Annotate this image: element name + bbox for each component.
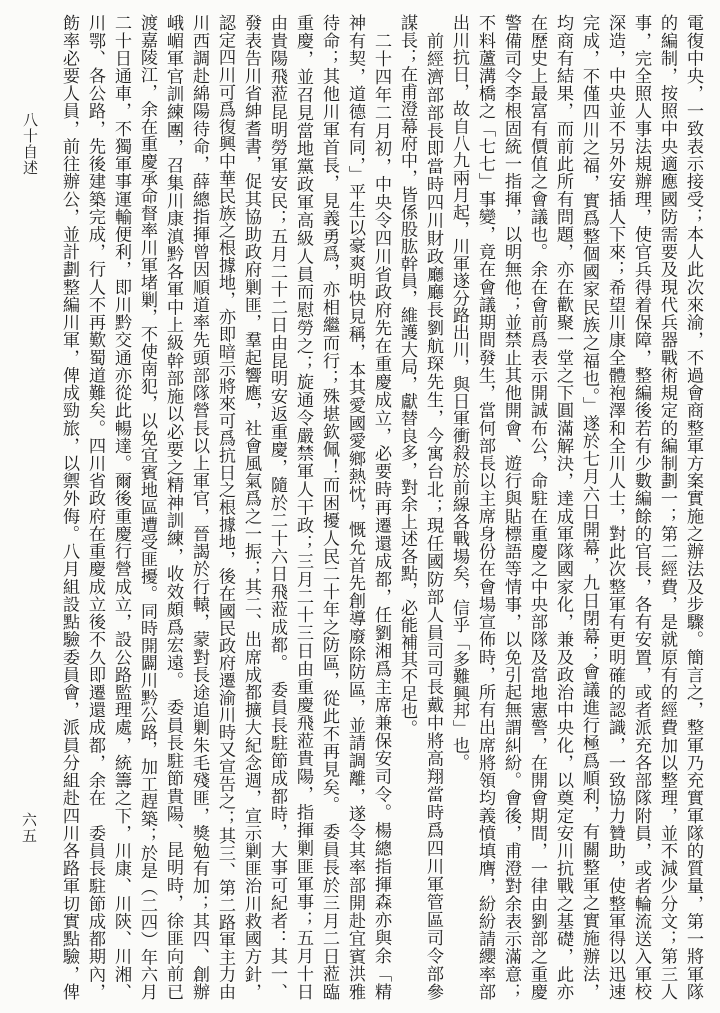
body-text bbox=[56, 14, 706, 1000]
text-column-19: 認定四川可爲復興中華民族之根據地，亦即暗示將來可爲抗日之根據地，後在國民政府遷渝川時又宣告之；其三、第二路軍主力由 bbox=[215, 14, 235, 1000]
text-column-20: 川西調赴綿陽待命，薛總指揮曾因順道率先頭部隊營長以上軍官，晉謁於行轅，蒙對長途追剿朱毛殘匪，獎勉有加；其四、創辦 bbox=[189, 14, 209, 1000]
text-column-23: 二十日通車，不獨軍事運輸便利，即川黔交通亦從此暢達。爾後重慶行營成立，設公路監理處，統籌之下，川康、川陝、川湘、 bbox=[111, 14, 131, 1000]
text-column-18: 發表告川省紳耆書，促其協助政府剿匪，羣起響應，社會風氣爲之一振；其二、出席成都擴大紀念週，宣示剿匪治川救國方針， bbox=[241, 14, 261, 1000]
page-number: 六五 bbox=[20, 812, 38, 844]
running-book-title: 八十自述 bbox=[21, 112, 39, 176]
text-column-13: 二十四年二月初，中央令四川省政府先在重慶成立，必要時再遷還成都，任劉湘爲主席兼保安司令。楊總指揮森亦與余「精 bbox=[371, 14, 391, 1000]
text-column-24: 川鄂、各公路，先後建築完成，行人不再歎蜀道難矣。四川省政府在重慶成立後不久即遷還成都，余在 委員長駐節成都期內， bbox=[85, 14, 105, 1000]
text-column-9: 不料蘆溝橋之「七七」事變，竟在會議期間發生，當何部長以主席身份在會場宣佈時，所有出席將領均義憤填膺，紛紛請纓率部 bbox=[475, 14, 495, 1000]
text-column-2: 的編制，按照中央適應國防需要及現代兵器戰術規定的編制劃一；第二經費，是就原有的經費加以整理，並不減少分文；第三人 bbox=[657, 14, 677, 1000]
text-column-7: 在歷史上最富有價值之會議也。余在會前爲表示開誠布公，命駐在重慶之中央部隊及當地憲警，在開會期間，一律由劉部之重慶 bbox=[527, 14, 547, 1000]
text-column-16: 重慶，並召見當地黨政軍高級人員而慰勞之；旋通令嚴禁軍人干政；三月二十三日由重慶飛蒞貴陽，指揮剿匪軍事；五月十日 bbox=[293, 14, 313, 1000]
text-column-22: 渡嘉陵江，余在重慶承命督率川軍堵剿，不使南犯，以免宜賓地區遭受匪擾。同時開闢川黔公路，加工趕築；於是（二四）年六月 bbox=[137, 14, 157, 1000]
text-column-5: 完成，不僅四川之福，實爲整個國家民族之福也。」遂於七月六日開幕，九日閉幕；會議進行極爲順利，有關整軍之實施辦法， bbox=[579, 14, 599, 1000]
text-column-25: 飭率必要人員，前往辦公，並計劃整編川軍，俾成勁旅，以禦外侮。八月組設點驗委員會，派員分組赴四川各路軍切實點驗，俾 bbox=[59, 14, 79, 1000]
text-column-11: 前經濟部部長即當時四川財政廳廳長劉航琛先生，今寓台北；現任國防部人員司司長戴中將高翔當時爲四川軍管區司令部參 bbox=[423, 14, 443, 1000]
text-column-21: 峨嵋軍官訓練團，召集川康滇黔各軍中上級幹部施以必要之精神訓練，收效頗爲宏遠。 委員長駐節貴陽、昆明時，徐匪向前已 bbox=[163, 14, 183, 1000]
text-column-12: 謀長；在甫澄幕府中，皆係股肱幹員，維護大局，獻替良多，對余上述各點，必能補其不足也。 bbox=[397, 14, 417, 737]
text-column-6: 均商有結果，而前此所有問題，亦在歡聚一堂之下圓滿解決，達成軍隊國家化，兼及政治中央化，以奠定安川抗戰之基礎，此亦 bbox=[553, 14, 573, 1000]
text-column-10: 出川抗日，故自八九兩月起，川軍遂分路出川，與日軍衝殺於前線各戰場矣，信乎「多難興邦」也。 bbox=[449, 14, 469, 771]
text-column-3: 事，完全照人事法規辦理，使官兵得着保障，整編後若有少數編餘的官長，各有安置，或者派充各部隊附員，或者輪流送入軍校 bbox=[631, 14, 651, 1000]
text-column-15: 待命；其他川軍首長，見義勇爲，亦相繼而行；殊堪欽佩！而困擾人民二十年之防區，從此不再見矣。 委員長於三月二日蒞臨 bbox=[319, 14, 339, 1000]
text-column-8: 警備司令李根固統一指揮，以明無他；並禁止其他開會、遊行與貼標語等情事，以免引起無謂糾紛。會後，甫澄對余表示滿意； bbox=[501, 14, 521, 1000]
text-column-4: 深造，中央並不另外安插人下來；希望川康全體袍澤和全川人士，對此次整軍有更明確的認識，一致協力贊助，使整軍得以迅速 bbox=[605, 14, 625, 1000]
text-column-1: 電復中央，一致表示接受；本人此次來渝，不過會商整軍方案實施之辦法及步驟。簡言之，整軍乃充實軍隊的質量，第一將軍隊 bbox=[683, 14, 703, 1000]
text-column-14: 神有契，道德有同，」平生以豪爽明快見稱，本其愛國愛鄉熱忱，慨允首先創導廢除防區，並請調離，遂令其率部開赴宜賓洪雅 bbox=[345, 14, 365, 1000]
text-column-17: 由貴陽飛蒞昆明勞軍安民；五月二十二日由昆明安返重慶，隨於二十六日飛蒞成都。 委員長駐節成都時，大事可紀者：其一、 bbox=[267, 14, 287, 1000]
